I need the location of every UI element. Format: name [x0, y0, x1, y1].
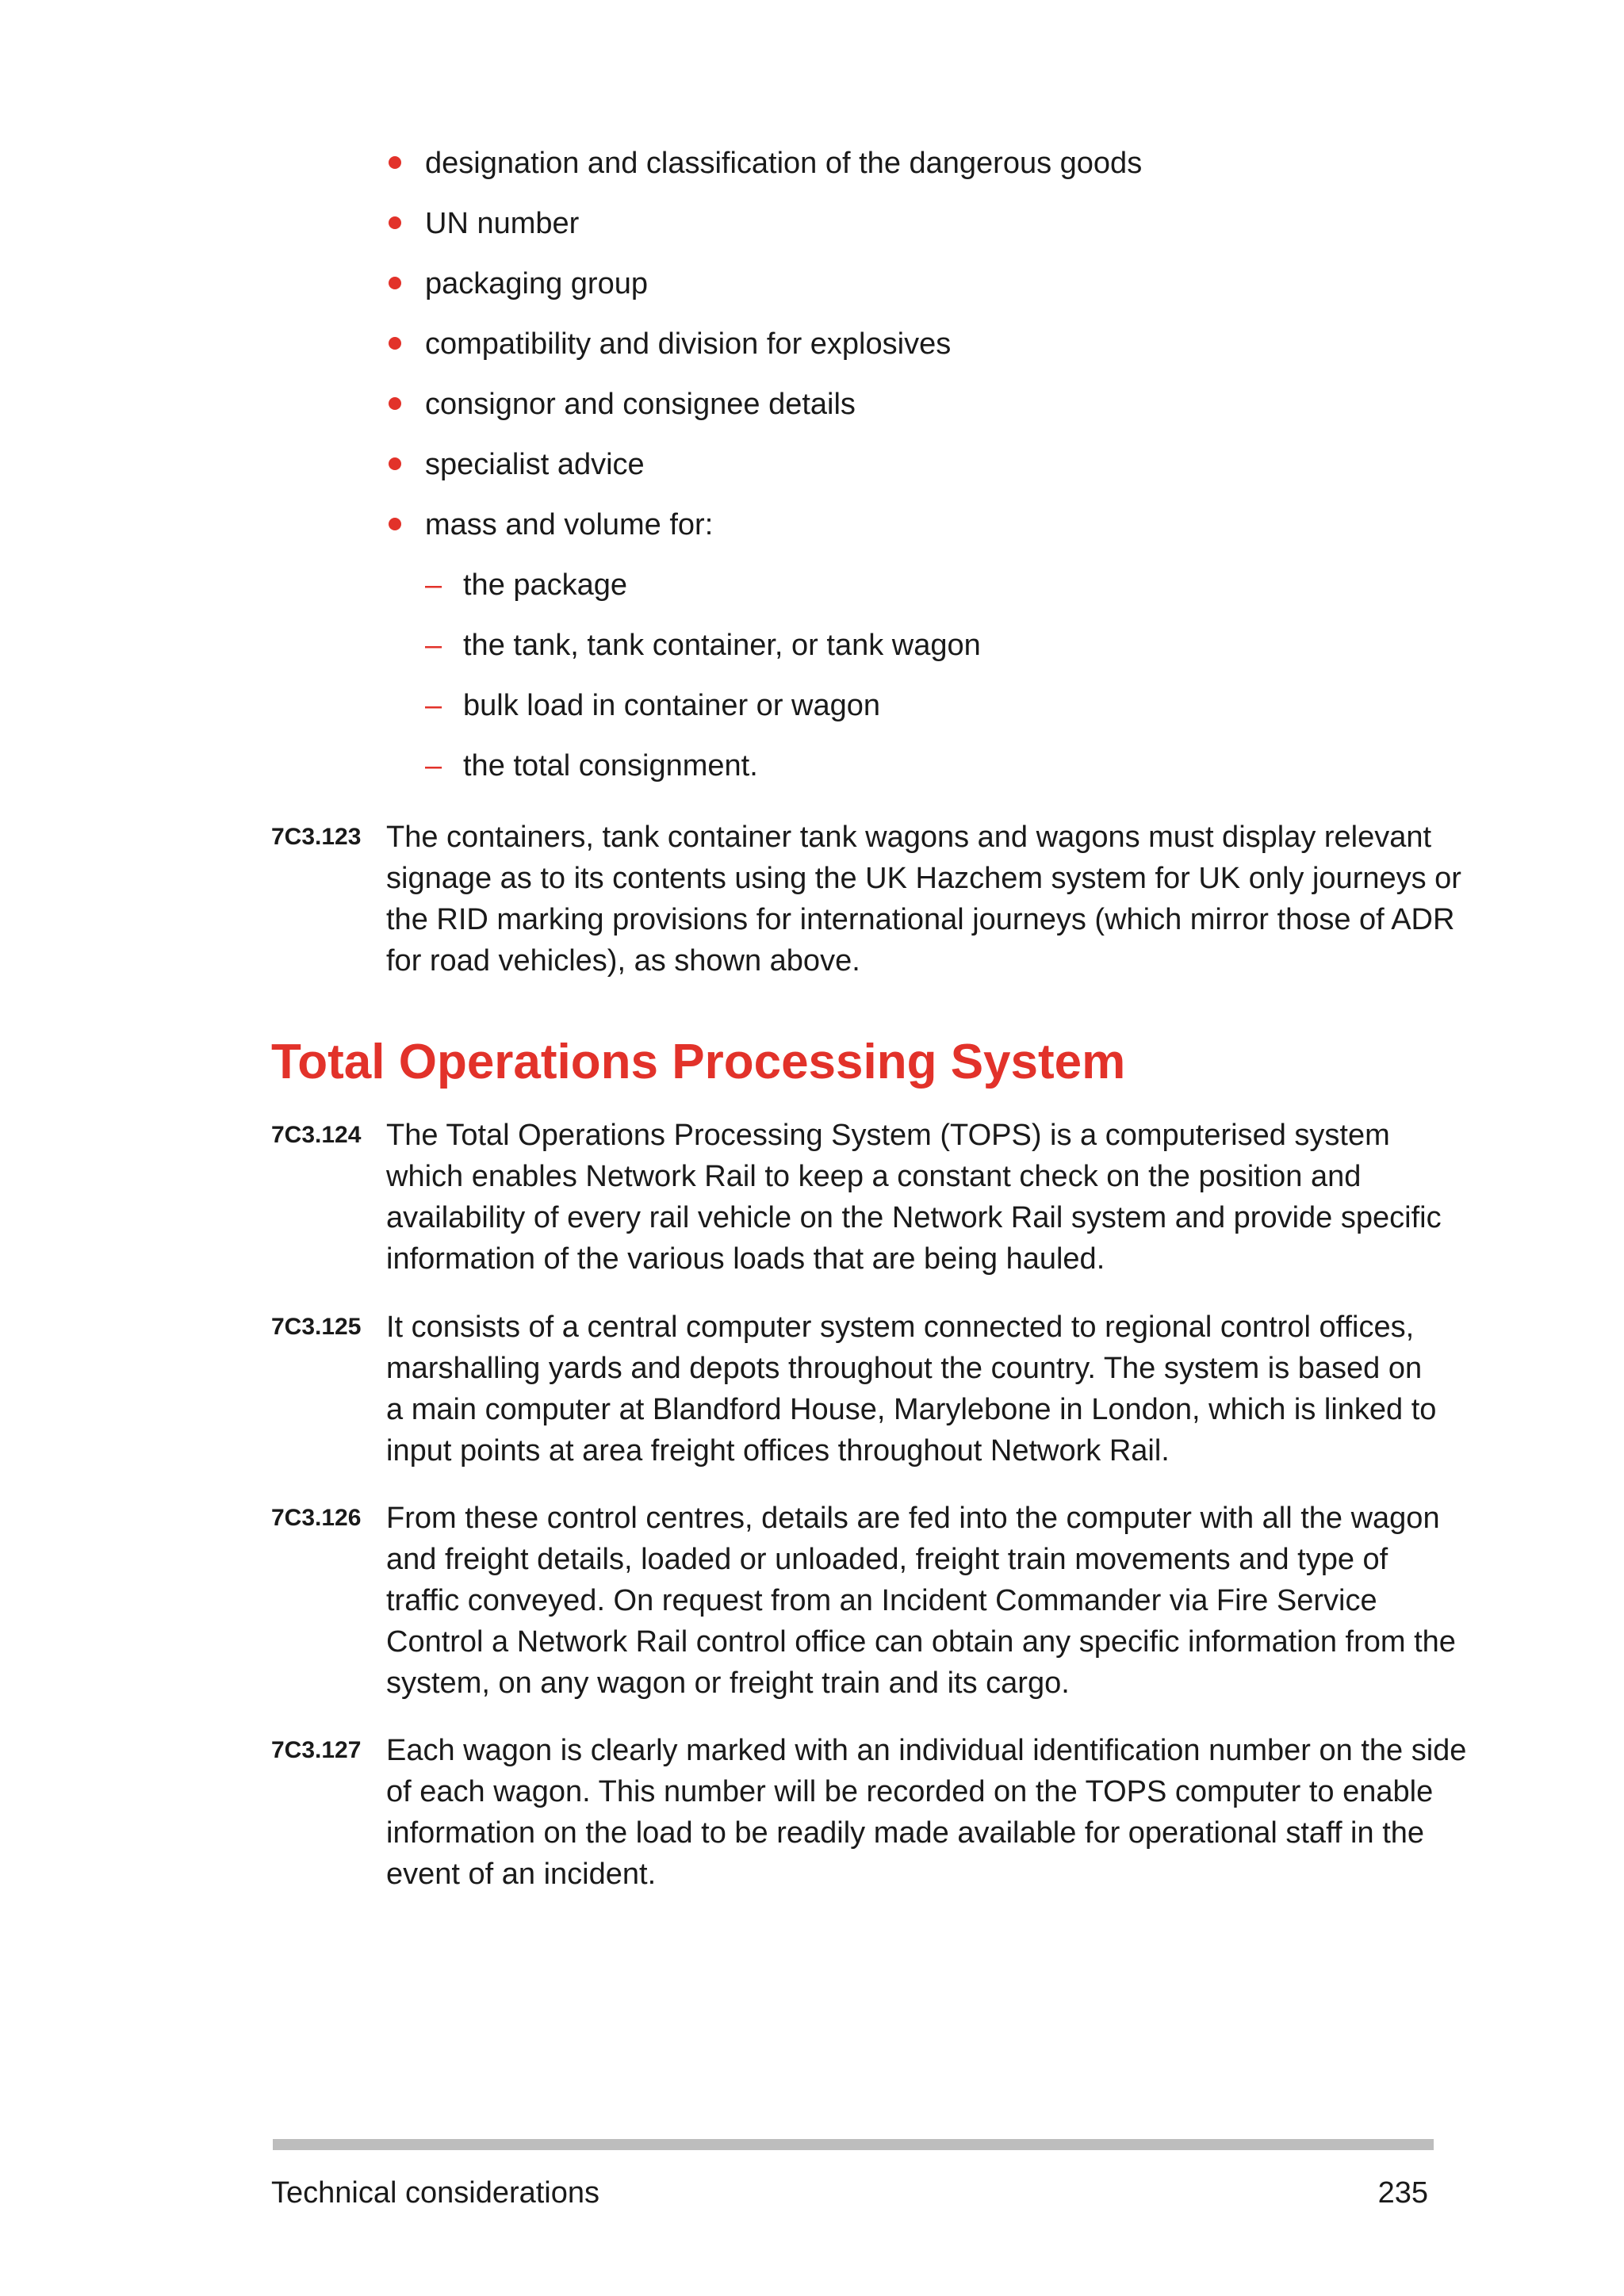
- bullet-icon: [389, 457, 401, 470]
- text-line: Each wagon is clearly marked with an individual identification number on the side: [386, 1734, 1467, 1767]
- text-line: marshalling yards and depots throughout the country. The system is based on: [386, 1352, 1423, 1385]
- text-line: which enables Network Rail to keep a constant check on the position and: [386, 1160, 1362, 1193]
- paragraph-text: [386, 1498, 1456, 1704]
- text-line: availability of every rail vehicle on the Network Rail system and provide specific: [386, 1201, 1442, 1234]
- section-heading: Total Operations Processing System: [271, 1035, 1126, 1089]
- text-line: input points at area freight offices throughout Network Rail.: [386, 1434, 1170, 1468]
- text-line: The containers, tank container tank wagons and wagons must display relevant: [386, 821, 1432, 854]
- text-line: a main computer at Blandford House, Marylebone in London, which is linked to: [386, 1393, 1437, 1426]
- list-item: [384, 444, 1415, 485]
- list-item-text: consignor and consignee details: [425, 388, 856, 421]
- paragraph-text: [386, 1730, 1467, 1895]
- text-line: system, on any wagon or freight train and its cargo.: [386, 1667, 1070, 1700]
- text-line: Control a Network Rail control office can obtain any specific information from the: [386, 1625, 1456, 1659]
- text-line: information on the load to be readily made available for operational staff in the: [386, 1816, 1425, 1850]
- sub-list-item: [384, 564, 1415, 606]
- paragraph-text: [386, 1115, 1442, 1280]
- list-item: [384, 504, 1415, 545]
- paragraph-number: 7C3.126: [271, 1505, 362, 1531]
- list-item-text: designation and classification of the dangerous goods: [425, 147, 1143, 180]
- paragraph-number: 7C3.124: [271, 1122, 362, 1148]
- text-line: signage as to its contents using the UK Hazchem system for UK only journeys or: [386, 862, 1461, 895]
- paragraph-number: 7C3.127: [271, 1737, 362, 1763]
- dash-icon: –: [425, 629, 442, 662]
- paragraph-text: [386, 1307, 1437, 1471]
- text-line: for road vehicles), as shown above.: [386, 944, 860, 978]
- list-item-text: UN number: [425, 207, 580, 240]
- text-line: information of the various loads that are being hauled.: [386, 1242, 1105, 1276]
- sub-list-item: [384, 625, 1415, 666]
- text-line: It consists of a central computer system connected to regional control offices,: [386, 1311, 1415, 1344]
- list-item-text: packaging group: [425, 267, 648, 300]
- paragraph-number: 7C3.123: [271, 824, 362, 850]
- list-item: [384, 203, 1415, 244]
- text-line: and freight details, loaded or unloaded, freight train movements and type of: [386, 1543, 1388, 1576]
- bullet-icon: [389, 337, 401, 350]
- sub-list-item-text: bulk load in container or wagon: [463, 689, 881, 722]
- text-line: event of an incident.: [386, 1858, 657, 1891]
- paragraph-text: [386, 817, 1461, 982]
- sub-list-item-text: the package: [463, 568, 628, 602]
- dangerous-goods-info-list: [384, 143, 1415, 806]
- text-line: traffic conveyed. On request from an Incident Commander via Fire Service: [386, 1584, 1377, 1617]
- paragraph-number: 7C3.125: [271, 1314, 362, 1340]
- page-number: 235: [1377, 2176, 1428, 2210]
- text-line: From these control centres, details are fed into the computer with all the wagon: [386, 1502, 1440, 1535]
- sub-list-item: [384, 745, 1415, 786]
- list-item: [384, 384, 1415, 425]
- bullet-icon: [389, 397, 401, 410]
- sub-list-item-text: the total consignment.: [463, 749, 758, 783]
- text-line: The Total Operations Processing System (TOPS) is a computerised system: [386, 1119, 1390, 1152]
- list-item-text: compatibility and division for explosives: [425, 327, 952, 361]
- list-item: [384, 143, 1415, 184]
- footer-section-title: Technical considerations: [271, 2176, 600, 2210]
- list-item-text: specialist advice: [425, 448, 645, 481]
- bullet-icon: [389, 277, 401, 289]
- dash-icon: –: [425, 689, 442, 722]
- footer-divider: [273, 2139, 1434, 2150]
- sub-list-item: [384, 685, 1415, 726]
- list-item: [384, 263, 1415, 304]
- bullet-icon: [389, 156, 401, 169]
- list-item-text: mass and volume for:: [425, 508, 714, 541]
- bullet-icon: [389, 216, 401, 229]
- sub-list-item-text: the tank, tank container, or tank wagon: [463, 629, 981, 662]
- list-item: [384, 323, 1415, 365]
- bullet-icon: [389, 518, 401, 530]
- dash-icon: –: [425, 568, 442, 602]
- dash-icon: –: [425, 749, 442, 783]
- text-line: of each wagon. This number will be recorded on the TOPS computer to enable: [386, 1775, 1434, 1808]
- text-line: the RID marking provisions for international journeys (which mirror those of ADR: [386, 903, 1455, 936]
